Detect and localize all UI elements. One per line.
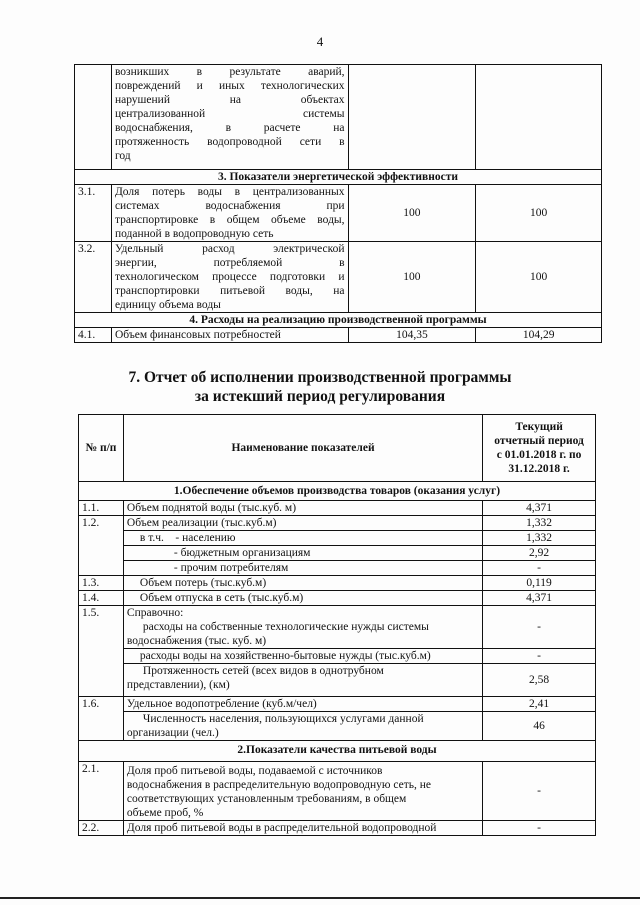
header-period: Текущий отчетный период с 01.01.2018 г. по 31.12.2018 г. xyxy=(483,415,596,482)
report-table xyxy=(78,414,596,836)
table-row: 3.2. Удельный расход электрической энергии, потребляемой в технологическом процессе подготовки и транспортировки питьевой воды, на единицу объема воды 100 100 xyxy=(75,242,602,313)
section-subheading: за истекший период регулирования xyxy=(194,388,446,405)
continued-indicator-text: возникших в результате аварий, повреждений и иных технологических нарушений на объектах централизованной системы водоснабжения, в расчете на протяженность водопроводной сети в год xyxy=(111,65,348,170)
table-row: 1.5. Справочно: расходы на собственные технологические нужды системы водоснабжения (тыс. куб. м) - xyxy=(79,606,596,649)
table-row: 3.1. Доля потерь воды в централизованных системах водоснабжения при транспортировке в общем объеме воды, поданной в водопроводную сеть 100 100 xyxy=(75,185,602,242)
table-row: - бюджетным организациям 2,92 xyxy=(79,546,596,561)
scan-edge-line xyxy=(0,897,640,899)
section-header: 1.Обеспечение объемов производства товаров (оказания услуг) xyxy=(79,482,596,501)
table-row: - прочим потребителям - xyxy=(79,561,596,576)
table-row: Протяженность сетей (всех видов в однотрубном представлении), (км) 2,58 xyxy=(79,664,596,697)
table-row: 1.6. Удельное водопотребление (куб.м/чел) 2,41 xyxy=(79,697,596,712)
section-heading: 7. Отчет об исполнении производственной программы xyxy=(128,369,512,386)
table-row xyxy=(75,65,602,170)
section-header: 3. Показатели энергетической эффективности xyxy=(75,170,602,185)
table-row: расходы воды на хозяйственно-бытовые нужды (тыс.куб.м) - xyxy=(79,649,596,664)
table-row: 1.1. Объем поднятой воды (тыс.куб. м) 4,371 xyxy=(79,501,596,516)
indicators-table-continued xyxy=(74,64,602,343)
header-num: № п/п xyxy=(79,415,124,482)
page-number: 4 xyxy=(316,34,324,49)
table-row: в т.ч. - населению 1,332 xyxy=(79,531,596,546)
header-name: Наименование показателей xyxy=(123,415,482,482)
table-row: 1.4. Объем отпуска в сеть (тыс.куб.м) 4,371 xyxy=(79,591,596,606)
table-row: 2.2. Доля проб питьевой воды в распределительной водопроводной - xyxy=(79,821,596,836)
table-row: Численность населения, пользующихся услугами данной организации (чел.) 46 xyxy=(79,712,596,741)
table-row: 2.1. Доля проб питьевой воды, подаваемой с источников водоснабжения в распределительную водопроводную сеть, не соответствующих установленным требованиям, в общем объеме проб, % - xyxy=(79,762,596,821)
table-row: 4.1. Объем финансовых потребностей 104,35 104,29 xyxy=(75,328,602,343)
table-row: 1.3. Объем потерь (тыс.куб.м) 0,119 xyxy=(79,576,596,591)
section-header: 2.Показатели качества питьевой воды xyxy=(79,741,596,762)
section-header: 4. Расходы на реализацию производственной программы xyxy=(75,313,602,328)
table-row: 1.2. Объем реализации (тыс.куб.м) 1,332 xyxy=(79,516,596,531)
table-header-row xyxy=(79,415,596,482)
